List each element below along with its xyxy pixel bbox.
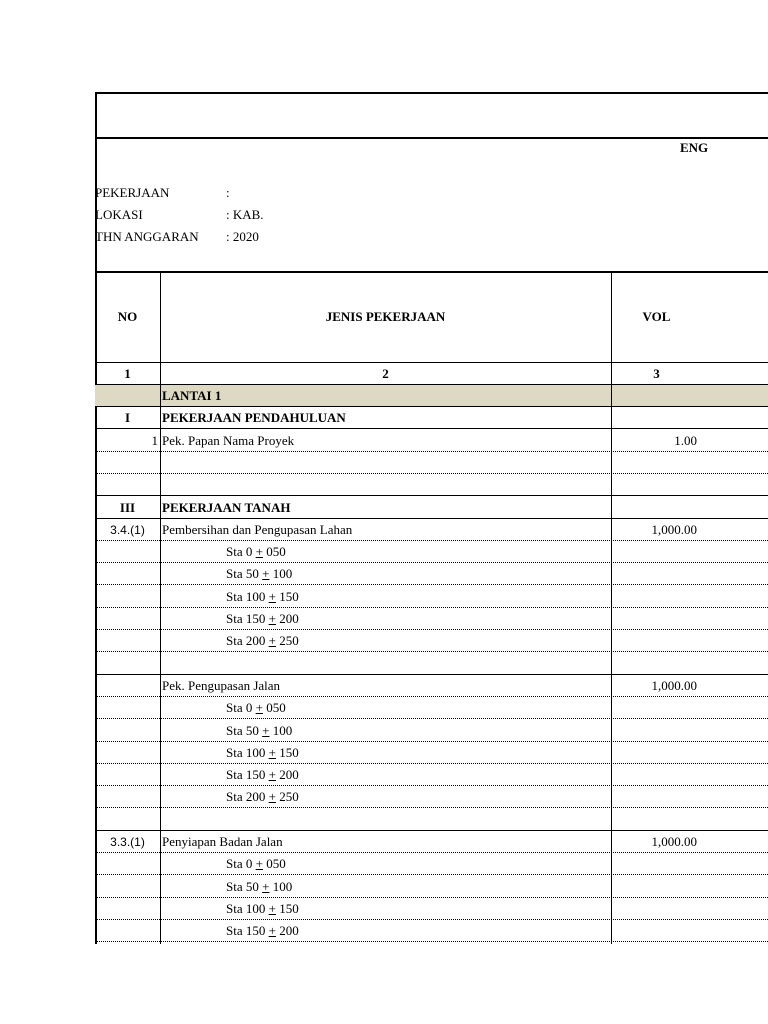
- table-row: [95, 786, 768, 808]
- table-row: [95, 742, 768, 764]
- row-vol: 1,000.00: [651, 521, 697, 537]
- station-to: 100: [272, 566, 293, 582]
- table-row: [95, 720, 768, 742]
- station-from: Sta 0: [226, 856, 253, 872]
- station-from: Sta 0: [226, 700, 253, 716]
- row-station: [226, 563, 292, 585]
- station-to: 150: [279, 744, 299, 760]
- station-to: 200: [279, 611, 299, 626]
- row-station: [226, 697, 286, 719]
- row-station: [226, 608, 299, 630]
- row-jenis-pekerjaan: Pembersihan dan Pengupasan Lahan: [162, 521, 353, 537]
- station-from: Sta 150: [226, 611, 266, 626]
- station-to: 150: [279, 900, 299, 916]
- table-row: [95, 675, 768, 697]
- station-to: 200: [279, 923, 299, 939]
- station-from: Sta 50: [226, 722, 259, 738]
- plus-minus-sign: +: [255, 700, 263, 716]
- station-from: Sta 50: [226, 878, 259, 894]
- plus-minus-sign: +: [268, 923, 276, 939]
- table-row: [95, 519, 768, 541]
- station-from: Sta 0: [226, 544, 253, 560]
- row-jenis-pekerjaan: PEKERJAAN PENDAHULUAN: [162, 410, 346, 426]
- station-from: Sta 150: [226, 923, 266, 939]
- col-header-no: NO: [117, 309, 138, 324]
- row-jenis-pekerjaan: Pek. Papan Nama Proyek: [162, 432, 295, 448]
- table-row: [95, 697, 768, 719]
- table-row: [95, 407, 768, 429]
- station-from: Sta 100: [226, 900, 266, 916]
- table-row: [95, 497, 768, 519]
- plus-minus-sign: +: [268, 611, 276, 626]
- table-row: [95, 630, 768, 652]
- table-row: [95, 563, 768, 585]
- plus-minus-sign: +: [262, 566, 270, 582]
- station-from: Sta 100: [226, 744, 266, 760]
- station-from: Sta 150: [226, 767, 266, 783]
- plus-minus-sign: +: [255, 544, 263, 560]
- row-no: I: [124, 410, 131, 426]
- table-row: [95, 452, 768, 474]
- row-station: [226, 630, 299, 652]
- column-divider-jenis: [611, 271, 612, 944]
- row-station: [226, 720, 292, 742]
- row-station: [226, 853, 286, 875]
- table-row: [95, 430, 768, 452]
- row-jenis-pekerjaan: PEKERJAAN TANAH: [162, 499, 291, 515]
- plus-minus-sign: +: [268, 767, 276, 783]
- station-to: 250: [279, 633, 299, 649]
- meta-value-tahun: : 2020: [226, 229, 259, 244]
- station-from: Sta 200: [226, 789, 266, 805]
- station-to: 250: [279, 789, 299, 805]
- row-station: [226, 541, 286, 563]
- plus-minus-sign: +: [262, 878, 270, 894]
- row-no: 1: [151, 432, 158, 448]
- station-to: 150: [279, 588, 299, 604]
- col-number-vol: 3: [653, 366, 660, 381]
- row-station: [226, 764, 299, 786]
- meta-value-lokasi: : KAB.: [226, 207, 264, 222]
- table-row: [95, 541, 768, 563]
- top-border: [95, 92, 768, 94]
- plus-minus-sign: +: [268, 588, 276, 604]
- station-to: 050: [266, 544, 286, 560]
- row-jenis-pekerjaan: LANTAI 1: [162, 388, 222, 403]
- row-station: [226, 920, 299, 942]
- station-from: Sta 200: [226, 633, 266, 649]
- row-vol: 1,000.00: [651, 677, 697, 693]
- station-to: 050: [266, 700, 286, 716]
- col-number-jenis: 2: [382, 366, 389, 381]
- row-station: [226, 898, 299, 920]
- row-divider: [95, 941, 768, 942]
- table-row: [95, 385, 768, 407]
- spreadsheet-page: [95, 92, 768, 944]
- plus-minus-sign: +: [255, 856, 263, 872]
- row-station: [226, 586, 299, 608]
- row-vol: 1.00: [674, 432, 697, 448]
- plus-minus-sign: +: [268, 900, 276, 916]
- table-row: [95, 653, 768, 675]
- station-to: 200: [279, 767, 299, 783]
- table-row: [95, 898, 768, 920]
- station-to: 100: [272, 722, 293, 738]
- row-no: 3.3.(1): [110, 835, 145, 849]
- row-station: [226, 786, 299, 808]
- row-vol: 1,000.00: [651, 834, 697, 849]
- plus-minus-sign: +: [268, 744, 276, 760]
- table-row: [95, 853, 768, 875]
- col-number-no: 1: [124, 366, 131, 381]
- row-station: [226, 742, 299, 764]
- row-jenis-pekerjaan: Pek. Pengupasan Jalan: [162, 677, 281, 693]
- document-title: ENG: [680, 140, 709, 155]
- table-row: [95, 764, 768, 786]
- station-to: 050: [266, 856, 286, 872]
- table-row: [95, 809, 768, 831]
- meta-label-lokasi: LOKASI: [95, 207, 143, 222]
- row-no: III: [119, 499, 136, 515]
- table-top-border: [95, 271, 768, 273]
- table-row: [95, 876, 768, 898]
- meta-label-pekerjaan: PEKERJAAN: [95, 185, 170, 200]
- table-row: [95, 586, 768, 608]
- plus-minus-sign: +: [268, 633, 276, 649]
- column-divider-no: [160, 271, 161, 944]
- table-row: [95, 608, 768, 630]
- row-jenis-pekerjaan: Penyiapan Badan Jalan: [162, 834, 283, 849]
- row-no: 3.4.(1): [110, 522, 145, 537]
- table-row: [95, 474, 768, 496]
- station-to: 100: [272, 878, 293, 894]
- plus-minus-sign: +: [268, 789, 276, 805]
- col-header-jenis: JENIS PEKERJAAN: [325, 309, 446, 324]
- meta-value-pekerjaan: :: [226, 185, 230, 200]
- plus-minus-sign: +: [262, 722, 270, 738]
- station-from: Sta 50: [226, 566, 259, 582]
- col-header-vol: VOL: [642, 309, 671, 324]
- row-station: [226, 876, 292, 898]
- table-row: [95, 831, 768, 853]
- station-from: Sta 100: [226, 588, 266, 604]
- table-row: [95, 920, 768, 942]
- meta-label-tahun: THN ANGGARAN: [95, 229, 199, 244]
- title-divider: [95, 137, 768, 139]
